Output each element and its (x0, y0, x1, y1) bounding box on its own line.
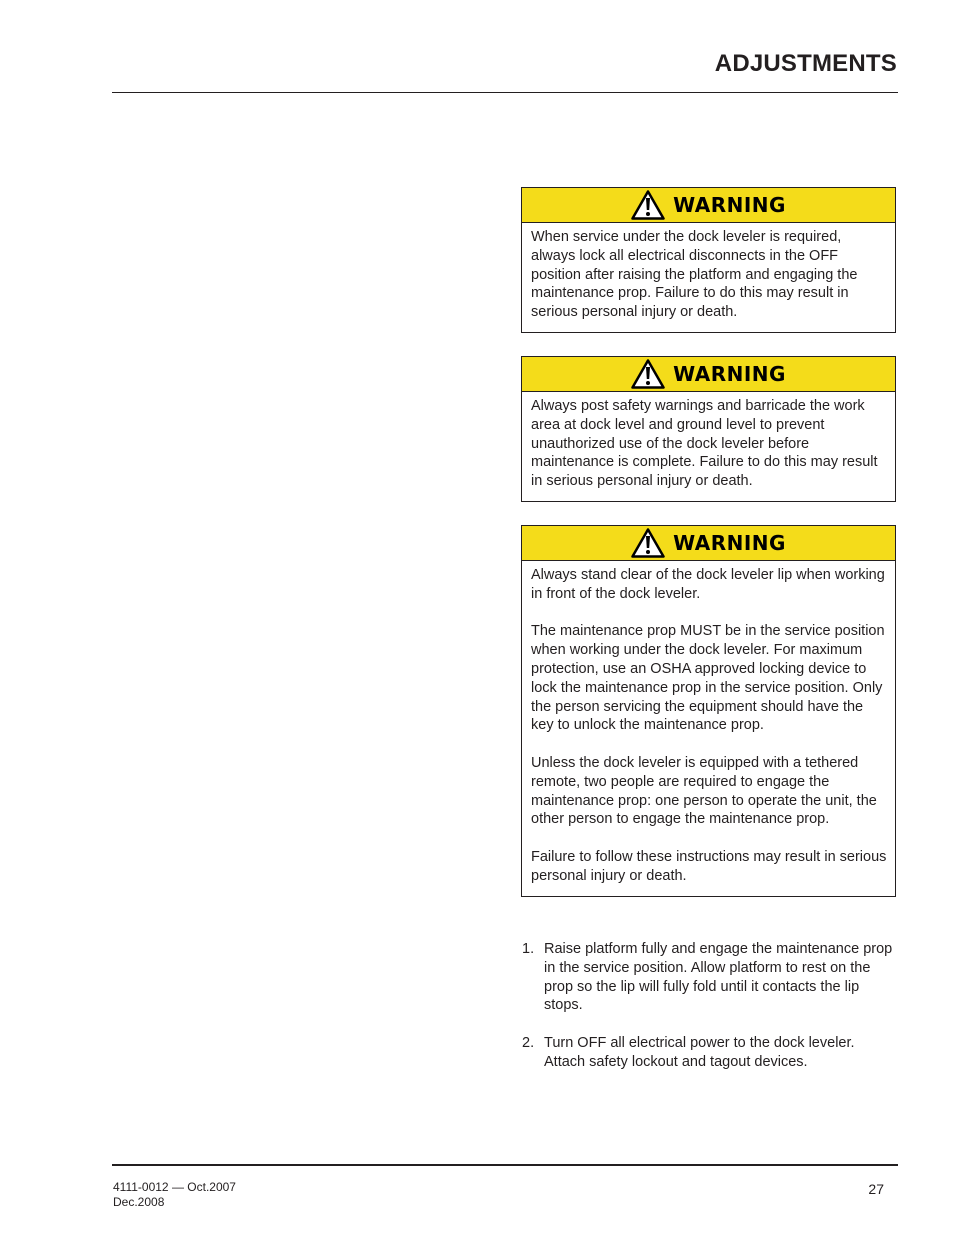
warning-text: Always stand clear of the dock leveler lip when working in front of the dock leveler. (531, 567, 885, 602)
warning-box (521, 525, 896, 897)
warning-text: The maintenance prop MUST be in the service position when working under the dock leveler. For maximum protection, use an OSHA approved locking device to lock the maintenance prop in the service position. Only the person servicing the equipment should have the key to unlock the maintenance prop. (531, 623, 885, 734)
document-number: 4111-0012 — Oct.2007 (113, 1180, 236, 1194)
header-rule (112, 92, 898, 93)
procedure-steps (522, 940, 898, 1072)
warning-label: WARNING (673, 531, 786, 555)
list-item (522, 1034, 898, 1072)
warning-text: Unless the dock leveler is equipped with a tethered remote, two people are required to engage the maintenance prop: one person to operate the unit, the other person to engage the maintenance prop. (531, 754, 877, 828)
exclamation-triangle-icon (631, 359, 665, 389)
exclamation-triangle-icon (631, 528, 665, 558)
warning-text: When service under the dock leveler is required, always lock all electrical disconnects in the OFF position after raising the platform and engaging the maintenance prop. Failure to do this may result in serious personal injury or death. (531, 229, 858, 321)
exclamation-triangle-icon (631, 190, 665, 220)
step-number: 2. (522, 1034, 535, 1051)
footer-document-info (113, 1180, 236, 1210)
warning-label: WARNING (673, 193, 786, 217)
step-text: Raise platform fully and engage the maintenance prop in the service position. Allow platform to rest on the prop so the lip will fully fold until it contacts the lip stops. (544, 941, 893, 1014)
warning-label: WARNING (673, 362, 786, 386)
list-item (522, 940, 898, 1015)
warning-header (522, 526, 895, 561)
warning-body (522, 392, 895, 501)
warning-box (521, 187, 896, 333)
step-number: 1. (522, 941, 535, 957)
page-title: ADJUSTMENTS (714, 50, 897, 77)
page-number: 27 (868, 1181, 884, 1197)
warning-text: Always post safety warnings and barricade the work area at dock level and ground level to prevent unauthorized use of the dock leveler before maintenance is complete. Failure to do this may result in serious personal injury or death. (531, 398, 878, 490)
warning-text: Failure to follow these instructions may result in serious personal injury or death. (531, 848, 887, 884)
footer-rule (112, 1164, 898, 1166)
warning-body (522, 561, 895, 896)
step-text: Turn OFF all electrical power to the dock leveler. Attach safety lockout and tagout devices. (544, 1034, 855, 1070)
revision-date: Dec.2008 (113, 1195, 165, 1209)
warning-header (522, 357, 895, 392)
warning-body (522, 223, 895, 332)
warning-box (521, 356, 896, 502)
warning-header (522, 188, 895, 223)
